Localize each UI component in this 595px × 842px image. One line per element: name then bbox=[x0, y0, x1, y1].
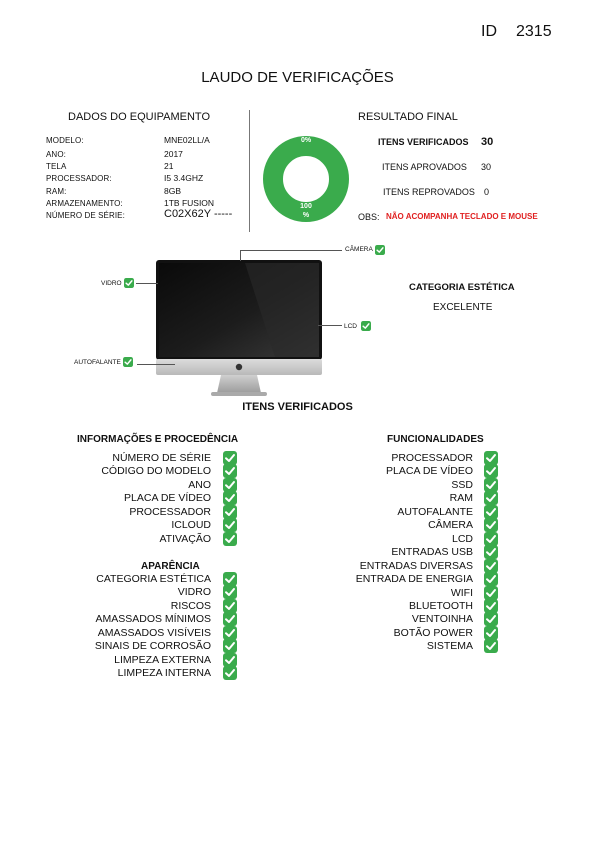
info-item-label: ICLOUD bbox=[171, 519, 211, 532]
func-item-label: ENTRADAS USB bbox=[391, 546, 473, 559]
func-item-label: ENTRADA DE ENERGIA bbox=[355, 573, 473, 586]
info-item-label: PROCESSADOR bbox=[129, 505, 211, 518]
check-icon bbox=[223, 612, 237, 626]
spec-label: MODELO: bbox=[46, 136, 84, 145]
appearance-item-label: VIDRO bbox=[177, 586, 211, 599]
check-icon bbox=[484, 599, 498, 613]
func-item-label: SISTEMA bbox=[426, 640, 473, 653]
check-icon bbox=[223, 532, 237, 546]
check-icon bbox=[223, 599, 237, 613]
lcd-label: LCD bbox=[344, 323, 358, 330]
result-heading: RESULTADO FINAL bbox=[358, 111, 458, 123]
func-item-label: LCD bbox=[451, 532, 473, 545]
approved-count-value: 30 bbox=[481, 162, 492, 172]
vertical-divider bbox=[249, 110, 250, 232]
check-icon bbox=[484, 586, 498, 600]
speaker-check-icon bbox=[123, 357, 133, 367]
imac-illustration bbox=[155, 259, 323, 400]
check-icon bbox=[223, 666, 237, 680]
func-item-label: PROCESSADOR bbox=[391, 452, 473, 464]
check-icon bbox=[484, 518, 498, 532]
spec-value: I5 3.4GHZ bbox=[164, 173, 204, 183]
verified-items-heading: ITENS VERIFICADOS bbox=[242, 401, 353, 413]
equipment-heading: DADOS DO EQUIPAMENTO bbox=[68, 111, 211, 123]
spec-value: 2017 bbox=[164, 149, 183, 159]
check-icon bbox=[223, 518, 237, 532]
check-icon bbox=[484, 464, 498, 478]
info-item-label: NÚMERO DE SÉRIE bbox=[112, 452, 211, 464]
check-icon bbox=[223, 464, 237, 478]
glass-leader-line bbox=[136, 283, 158, 284]
spec-value: 8GB bbox=[164, 186, 182, 196]
spec-value: 21 bbox=[164, 161, 174, 171]
check-icon bbox=[223, 491, 237, 505]
lcd-leader-line bbox=[318, 325, 342, 326]
spec-label: RAM: bbox=[46, 187, 67, 196]
func-item-label: WIFI bbox=[450, 586, 473, 599]
check-icon bbox=[223, 451, 237, 465]
spec-value: MNE02LL/A bbox=[164, 135, 210, 145]
donut-top-label: 0% bbox=[300, 137, 312, 144]
check-icon bbox=[484, 545, 498, 559]
func-item-label: AUTOFALANTE bbox=[397, 505, 473, 518]
appearance-item-label: SINAIS DE CORROSÃO bbox=[94, 640, 211, 653]
camera-check-icon bbox=[375, 245, 385, 255]
aesthetic-heading: CATEGORIA ESTÉTICA bbox=[409, 282, 515, 293]
check-icon bbox=[484, 532, 498, 546]
info-heading: INFORMAÇÕES E PROCEDÊNCIA bbox=[77, 434, 239, 445]
spec-label: PROCESSADOR: bbox=[46, 174, 112, 183]
page-title: LAUDO DE VERIFICAÇÕES bbox=[201, 69, 394, 86]
result-donut bbox=[260, 133, 352, 225]
donut-bottom-label: 100 bbox=[300, 203, 312, 210]
verified-count-value: 30 bbox=[481, 136, 494, 148]
check-icon bbox=[223, 585, 237, 599]
check-icon bbox=[484, 505, 498, 519]
appearance-item-label: AMASSADOS VISÍVEIS bbox=[97, 626, 211, 639]
spec-label: ARMAZENAMENTO: bbox=[46, 199, 123, 208]
camera-leader-line-h bbox=[240, 250, 342, 251]
check-icon bbox=[223, 653, 237, 667]
spec-value: 1TB FUSION bbox=[164, 198, 215, 208]
spec-value: C02X62Y ----- bbox=[164, 208, 233, 220]
info-item-label: ATIVAÇÃO bbox=[159, 532, 211, 545]
check-icon bbox=[484, 626, 498, 640]
speaker-label: AUTOFALANTE bbox=[74, 359, 121, 366]
check-icon bbox=[484, 491, 498, 505]
verified-count-label: ITENS VERIFICADOS bbox=[378, 137, 469, 147]
camera-label: CÂMERA bbox=[345, 246, 373, 253]
check-icon bbox=[223, 478, 237, 492]
check-icon bbox=[223, 639, 237, 653]
donut-bottom-percent: % bbox=[302, 212, 310, 219]
info-item-label: PLACA DE VÍDEO bbox=[124, 492, 211, 505]
glass-label: VIDRO bbox=[101, 280, 122, 287]
speaker-leader-line bbox=[137, 364, 175, 365]
appearance-heading: APARÊNCIA bbox=[141, 561, 200, 572]
appearance-item-label: RISCOS bbox=[170, 599, 211, 612]
check-icon bbox=[223, 572, 237, 586]
approved-count-label: ITENS APROVADOS bbox=[382, 162, 467, 172]
aesthetic-value: EXCELENTE bbox=[433, 302, 493, 313]
func-item-label: RAM bbox=[449, 492, 473, 505]
func-item-label: BOTÃO POWER bbox=[393, 626, 473, 639]
func-item-label: SSD bbox=[451, 478, 473, 491]
appearance-item-label: LIMPEZA INTERNA bbox=[117, 667, 211, 680]
rejected-count-value: 0 bbox=[484, 187, 490, 197]
info-item-label: ANO bbox=[188, 478, 211, 491]
check-icon bbox=[223, 505, 237, 519]
info-item-label: CÓDIGO DO MODELO bbox=[101, 465, 211, 478]
spec-label: TELA bbox=[46, 162, 67, 171]
appearance-item-label: LIMPEZA EXTERNA bbox=[114, 653, 211, 666]
check-icon bbox=[223, 626, 237, 640]
glass-check-icon bbox=[124, 278, 134, 288]
id-label: ID bbox=[481, 23, 497, 40]
check-icon bbox=[484, 639, 498, 653]
check-icon bbox=[484, 559, 498, 573]
check-icon bbox=[484, 612, 498, 626]
spec-label: ANO: bbox=[46, 150, 66, 159]
appearance-item-label: AMASSADOS MÍNIMOS bbox=[95, 613, 211, 626]
func-item-label: ENTRADAS DIVERSAS bbox=[359, 559, 473, 572]
check-icon bbox=[484, 572, 498, 586]
obs-label: OBS: bbox=[358, 212, 380, 222]
func-item-label: CÂMERA bbox=[428, 519, 473, 532]
func-item-label: BLUETOOTH bbox=[409, 599, 473, 612]
rejected-count-label: ITENS REPROVADOS bbox=[383, 187, 475, 197]
id-value: 2315 bbox=[516, 23, 552, 40]
obs-text: NÃO ACOMPANHA TECLADO E MOUSE bbox=[386, 212, 538, 221]
func-item-label: PLACA DE VÍDEO bbox=[386, 465, 473, 478]
check-icon bbox=[484, 451, 498, 465]
lcd-check-icon bbox=[361, 321, 371, 331]
check-icon bbox=[484, 478, 498, 492]
func-heading: FUNCIONALIDADES bbox=[387, 434, 484, 445]
appearance-item-label: CATEGORIA ESTÉTICA bbox=[96, 573, 211, 585]
func-item-label: VENTOINHA bbox=[411, 613, 473, 626]
camera-leader-line bbox=[240, 250, 241, 261]
spec-label: NÚMERO DE SÉRIE: bbox=[46, 211, 125, 220]
